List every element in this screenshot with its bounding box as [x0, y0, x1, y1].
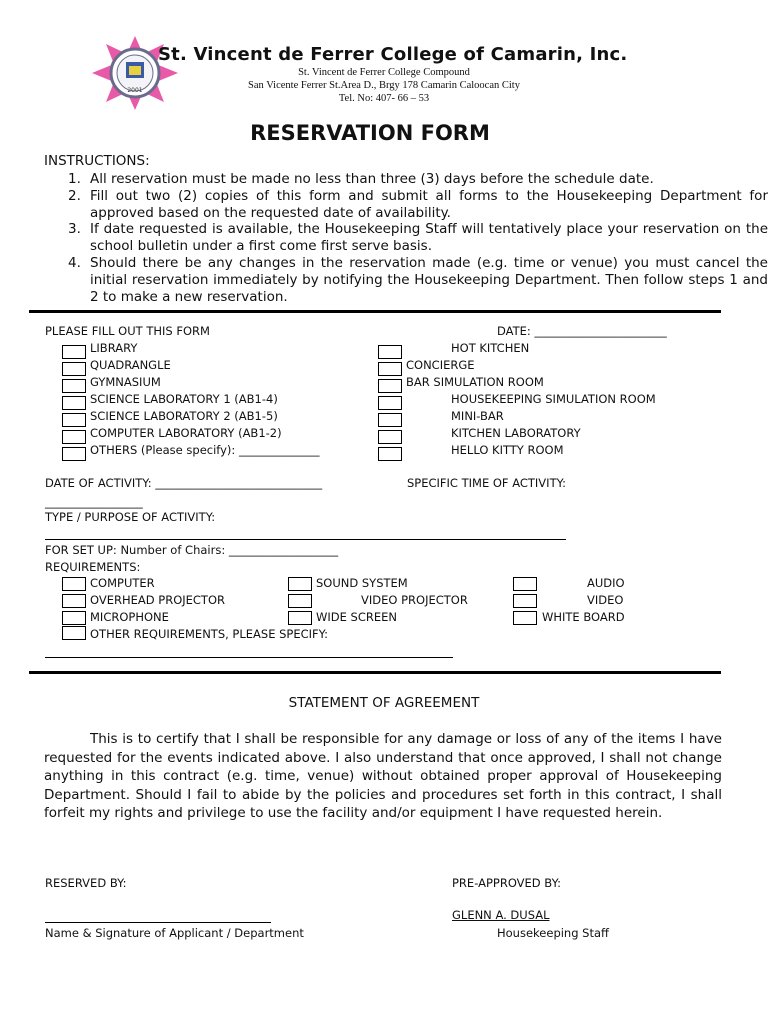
agreement-body: This is to certify that I shall be responsible for any damage or loss of any of the items I have requested for the events indicated above. I also understand that once approved, I shall not change anything in this contract (e.g. time, venue) without obtained proper approval of Housekeeping Department. Should I fail to abide by the policies and procedures set forth in this contract, I shall forfeit my rights and privilege to use the facility and/or equipment I have requested herein. — [44, 731, 722, 822]
venue-label: OTHERS (Please specify): ______________ — [90, 443, 320, 457]
requirement-label: WIDE SCREEN — [316, 610, 397, 624]
checkbox-housekeeping-simulation[interactable] — [378, 396, 402, 410]
other-requirements-line[interactable] — [45, 657, 453, 658]
checkbox-bar-simulation[interactable] — [378, 379, 402, 393]
checkbox-library[interactable] — [62, 345, 86, 359]
address-line-2: San Vicente Ferrer St.Area D., Brgy 178 Camarin Caloocan City — [248, 80, 520, 91]
checkbox-kitchen-lab[interactable] — [378, 430, 402, 444]
telephone: Tel. No: 407- 66 – 53 — [338, 93, 430, 104]
requirement-label: OVERHEAD PROJECTOR — [90, 593, 225, 607]
venue-label: MINI-BAR — [451, 409, 504, 423]
venue-label: SCIENCE LABORATORY 2 (AB1-5) — [90, 409, 278, 423]
venue-label: GYMNASIUM — [90, 375, 161, 389]
checkbox-hot-kitchen[interactable] — [378, 345, 402, 359]
instruction-item: 1. All reservation must be made no less than three (3) days before the schedule date. — [68, 171, 654, 187]
requirement-label: AUDIO — [587, 576, 625, 590]
checkbox-microphone[interactable] — [62, 611, 86, 625]
checkbox-gymnasium[interactable] — [62, 379, 86, 393]
venue-label: BAR SIMULATION ROOM — [406, 375, 544, 389]
section-divider — [29, 310, 721, 313]
requirements-label: REQUIREMENTS: — [45, 560, 141, 574]
checkbox-computer[interactable] — [62, 577, 86, 591]
specific-time-label: SPECIFIC TIME OF ACTIVITY: — [407, 476, 566, 490]
checkbox-science-lab-2[interactable] — [62, 413, 86, 427]
checkbox-science-lab-1[interactable] — [62, 396, 86, 410]
venue-label: LIBRARY — [90, 341, 138, 355]
logo-year: 2001 — [127, 87, 143, 94]
instruction-item: 4. Should there be any changes in the reservation made (e.g. time or venue) you must cancel the initial reservation immediately by notifying the Housekeeping Department. Then follow steps 1 and 2 to make a new reservation. — [68, 254, 768, 305]
form-title: RESERVATION FORM — [250, 121, 490, 145]
checkbox-hello-kitty-room[interactable] — [378, 447, 402, 461]
checkbox-audio[interactable] — [513, 577, 537, 591]
venue-label: SCIENCE LABORATORY 1 (AB1-4) — [90, 392, 278, 406]
checkbox-others[interactable] — [62, 447, 86, 461]
type-purpose-line[interactable] — [45, 539, 566, 540]
fill-out-label: PLEASE FILL OUT THIS FORM — [45, 324, 210, 338]
venue-label: HOUSEKEEPING SIMULATION ROOM — [451, 392, 656, 406]
checkbox-wide-screen[interactable] — [288, 611, 312, 625]
instructions-heading: INSTRUCTIONS: — [44, 153, 150, 169]
requirement-label: VIDEO PROJECTOR — [361, 593, 468, 607]
reserved-by-label: RESERVED BY: — [45, 876, 127, 890]
checkbox-video[interactable] — [513, 594, 537, 608]
venue-label: HOT KITCHEN — [451, 341, 530, 355]
set-up-field[interactable]: FOR SET UP: Number of Chairs: ___________________ — [45, 543, 339, 557]
checkbox-sound-system[interactable] — [288, 577, 312, 591]
instruction-item: 2. Fill out two (2) copies of this form and submit all forms to the Housekeeping Department for approved based on the requested date of availability. — [68, 187, 768, 221]
checkbox-computer-lab[interactable] — [62, 430, 86, 444]
type-purpose-label: TYPE / PURPOSE OF ACTIVITY: — [45, 510, 216, 524]
requirement-label: WHITE BOARD — [542, 610, 625, 624]
checkbox-quadrangle[interactable] — [62, 362, 86, 376]
section-divider — [29, 671, 721, 674]
applicant-caption: Name & Signature of Applicant / Department — [45, 926, 304, 940]
requirement-label: COMPUTER — [90, 576, 155, 590]
other-requirements-label: OTHER REQUIREMENTS, PLEASE SPECIFY: — [90, 627, 329, 641]
pre-approved-by-label: PRE-APPROVED BY: — [452, 876, 561, 890]
date-field[interactable]: DATE: _______________________ — [497, 324, 667, 338]
instruction-item: 3. If date requested is available, the Housekeeping Staff will tentatively place your reservation on the school bulletin under a first come first serve basis. — [68, 221, 768, 255]
college-name: St. Vincent de Ferrer College of Camarin, Inc. — [158, 44, 628, 65]
venue-label: HELLO KITTY ROOM — [451, 443, 564, 457]
checkbox-overhead-projector[interactable] — [62, 594, 86, 608]
date-of-activity-field[interactable]: DATE OF ACTIVITY: _____________________________ — [45, 476, 323, 490]
requirement-label: MICROPHONE — [90, 610, 169, 624]
venue-label: CONCIERGE — [406, 358, 475, 372]
specific-time-field[interactable]: _________________ — [45, 495, 143, 509]
venue-label: QUADRANGLE — [90, 358, 171, 372]
requirement-label: SOUND SYSTEM — [316, 576, 408, 590]
venue-label: COMPUTER LABORATORY (AB1-2) — [90, 426, 282, 440]
venue-label: KITCHEN LABORATORY — [451, 426, 581, 440]
checkbox-other-requirements[interactable] — [62, 626, 86, 640]
checkbox-white-board[interactable] — [513, 611, 537, 625]
instructions-list — [44, 171, 768, 305]
agreement-heading: STATEMENT OF AGREEMENT — [288, 695, 480, 711]
checkbox-concierge[interactable] — [378, 362, 402, 376]
checkbox-video-projector[interactable] — [288, 594, 312, 608]
applicant-signature-line[interactable] — [45, 922, 271, 923]
address-line-1: St. Vincent de Ferrer College Compound — [298, 67, 470, 78]
approver-name: GLENN A. DUSAL — [452, 908, 550, 922]
requirement-label: VIDEO — [587, 593, 624, 607]
checkbox-mini-bar[interactable] — [378, 413, 402, 427]
approver-title: Housekeeping Staff — [497, 926, 609, 940]
